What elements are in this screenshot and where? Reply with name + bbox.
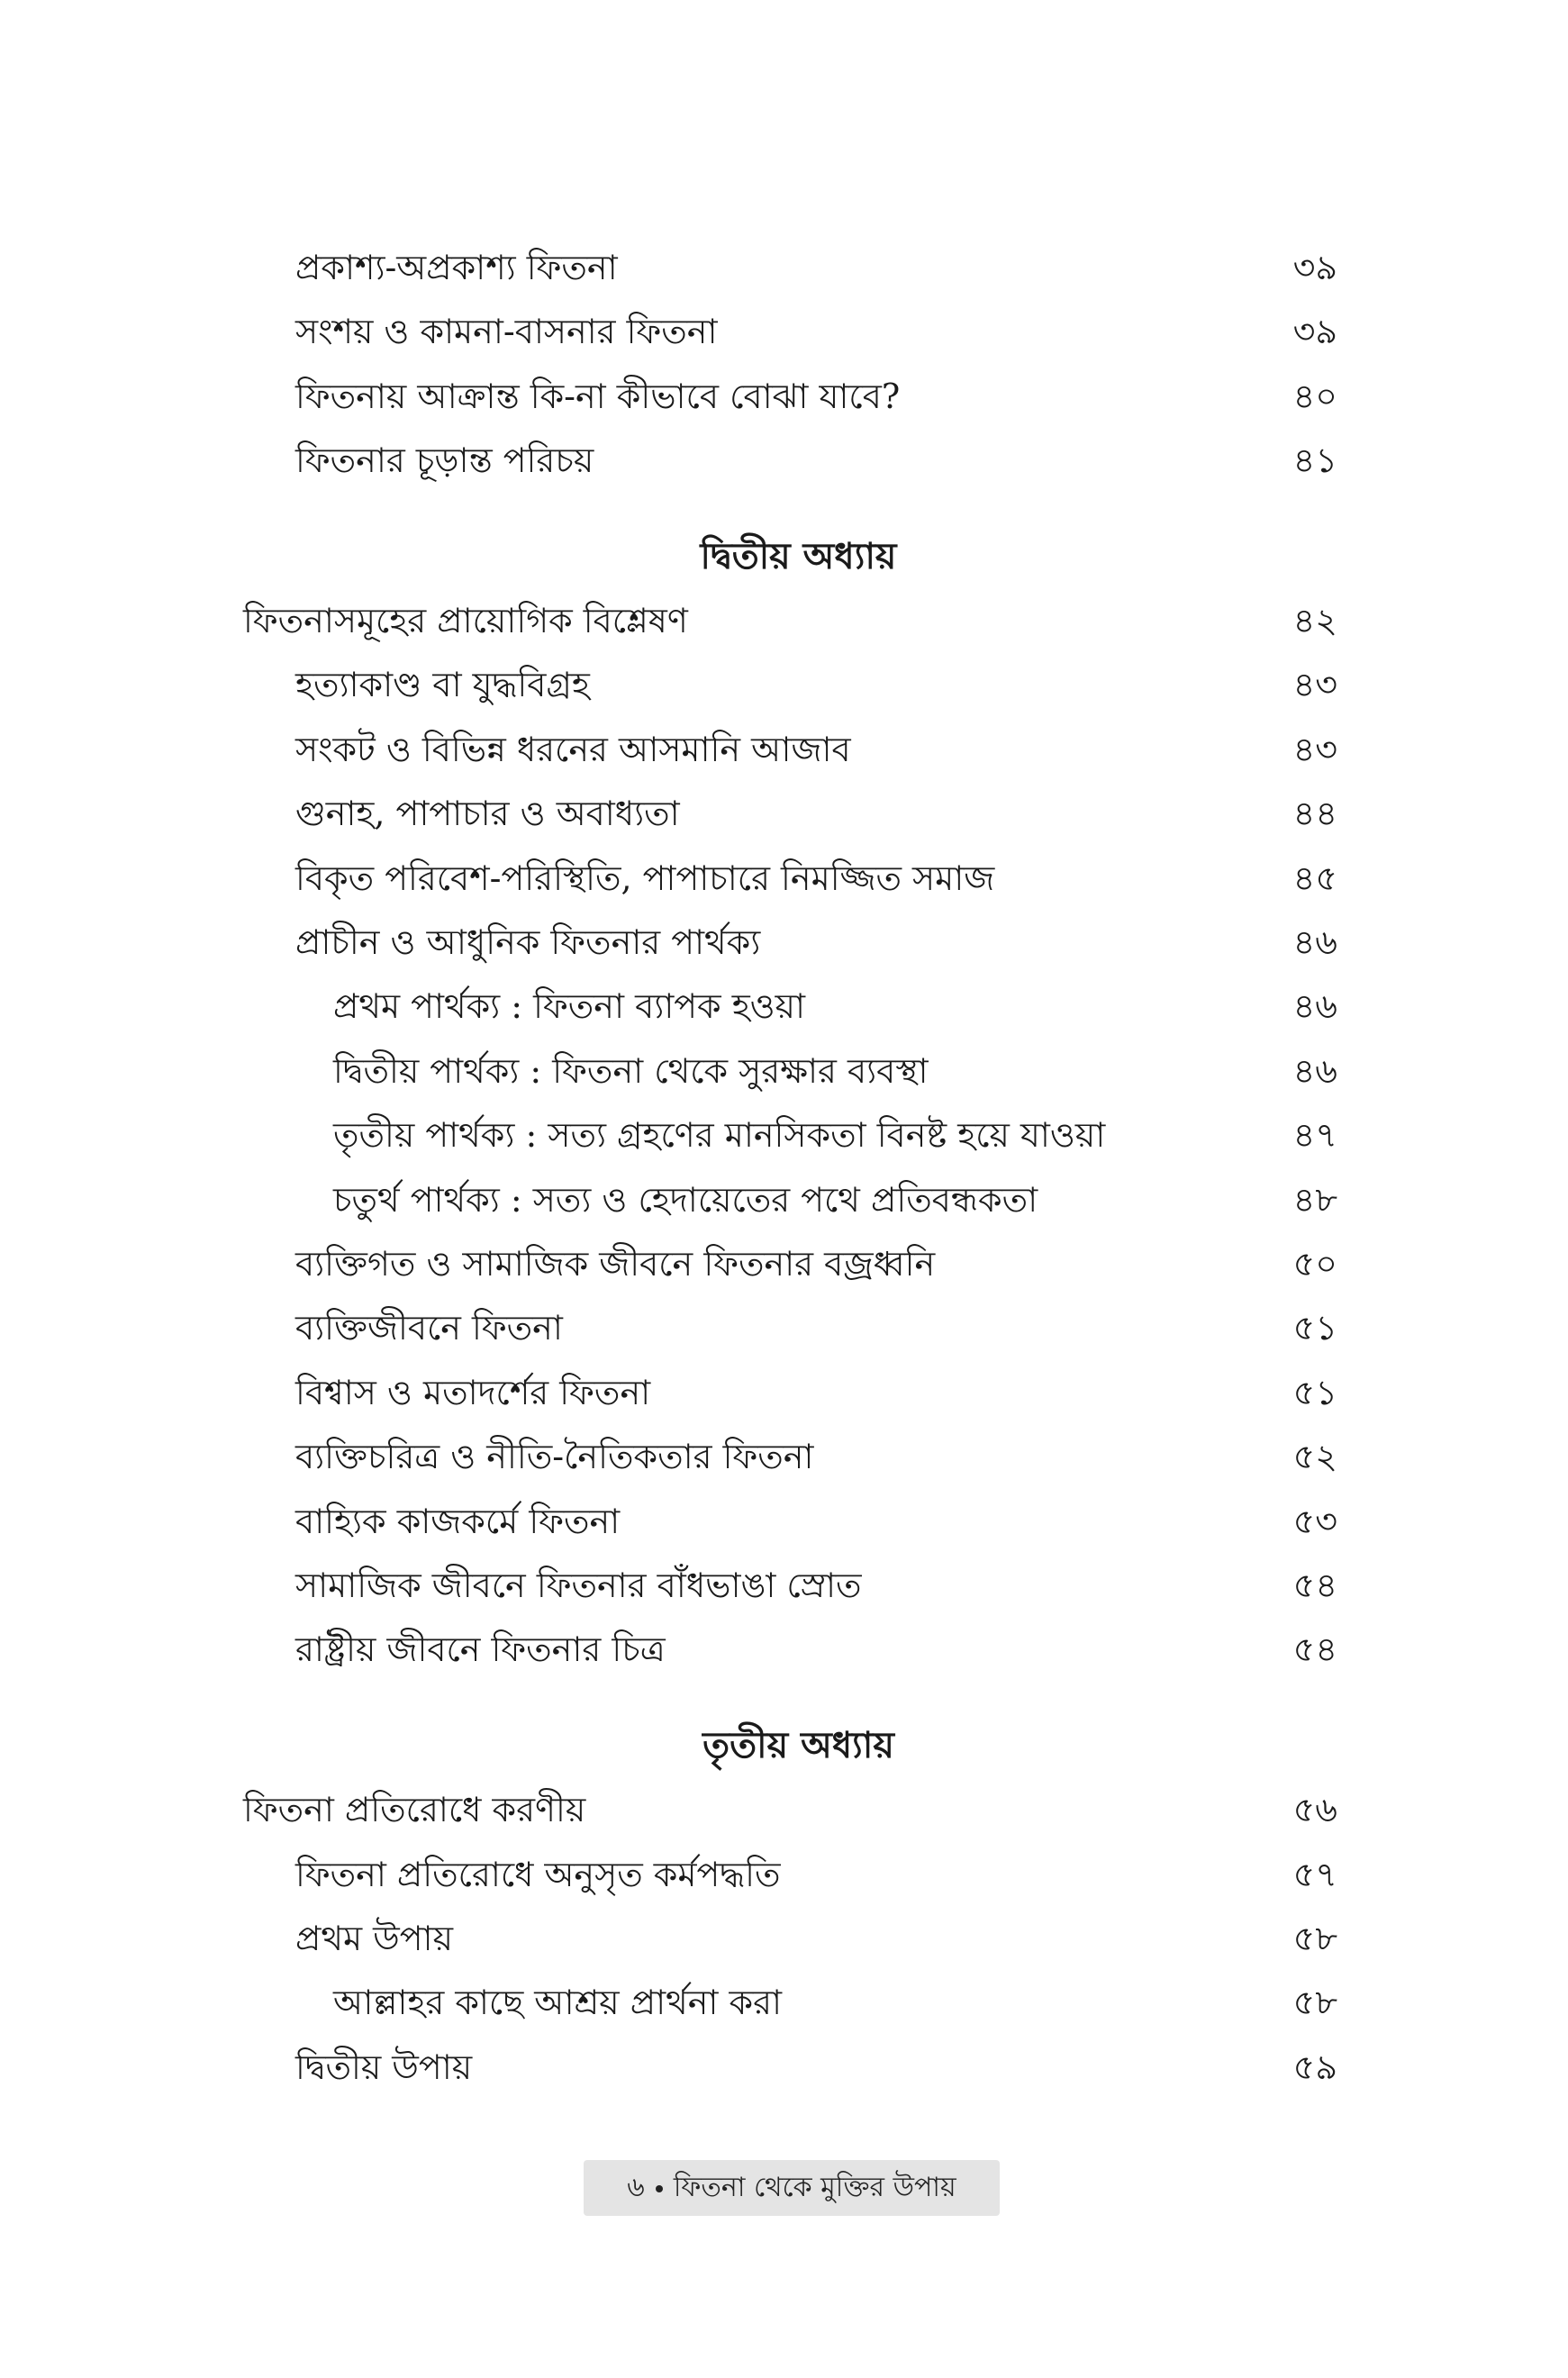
toc-entry-page-number: ৫২	[1292, 1437, 1337, 1477]
toc-entry-page-number: ৪৩	[1292, 729, 1337, 769]
toc-entry-title: ফিতনাসমূহের প্রায়োগিক বিশ্লেষণ	[243, 601, 688, 640]
toc-entry-page-number: ৪৪	[1292, 794, 1337, 834]
toc-entry-page-number: ৫০	[1292, 1244, 1337, 1284]
chapter-3-heading: তৃতীয় অধ্যায়	[702, 1723, 894, 1766]
toc-entry-page-number: ৫৪	[1292, 1629, 1337, 1670]
toc-entry	[295, 913, 1337, 971]
toc-entry-title: প্রথম পার্থক্য : ফিতনা ব্যাপক হওয়া	[333, 986, 806, 1027]
toc-entry	[295, 431, 1337, 489]
toc-entry	[333, 1042, 1337, 1100]
toc-entry	[295, 656, 1337, 713]
toc-entry-title: ফিতনায় আক্রান্ত কি-না কীভাবে বোঝা যাবে?	[295, 376, 901, 416]
toc-entry	[295, 303, 1337, 360]
toc-entry-page-number: ৫৯	[1292, 2047, 1337, 2087]
toc-entry-page-number: ৪৮	[1292, 1179, 1337, 1220]
toc-entry	[295, 721, 1337, 778]
toc-entry-title: বাহ্যিক কাজকর্মে ফিতনা	[295, 1501, 621, 1541]
toc-entry-title: প্রাচীন ও আধুনিক ফিতনার পার্থক্য	[295, 922, 761, 962]
toc-entry	[295, 785, 1337, 842]
toc-entry-title: প্রথম উপায়	[295, 1919, 453, 1958]
toc-entry-title: বিশ্বাস ও মতাদর্শের ফিতনা	[295, 1372, 651, 1412]
toc-entry	[295, 2038, 1337, 2096]
toc-entry-title: গুনাহ, পাপাচার ও অবাধ্যতা	[295, 794, 680, 834]
toc-entry-page-number: ৫৮	[1292, 1919, 1337, 1958]
toc-entry	[295, 1846, 1337, 1903]
toc-entry	[295, 1493, 1337, 1550]
page-footer	[584, 2160, 1000, 2216]
footer-book-title: ফিতনা থেকে মুক্তির উপায়	[673, 2172, 956, 2203]
toc-entry	[295, 239, 1337, 296]
toc-entry-page-number: ৫৪	[1292, 1566, 1337, 1605]
toc-entry-title: ব্যক্তিগত ও সামাজিক জীবনে ফিতনার বজ্রধ্বনি	[295, 1244, 936, 1284]
toc-entry-title: তৃতীয় পার্থক্য : সত্য গ্রহণের মানসিকতা বিনষ্ট হয়ে যাওয়া	[333, 1115, 1106, 1156]
toc-entry	[295, 1910, 1337, 1967]
toc-entry-title: দ্বিতীয় পার্থক্য : ফিতনা থেকে সুরক্ষার ব্যবস্থা	[333, 1050, 929, 1091]
toc-entry-page-number: ৫১	[1292, 1308, 1337, 1348]
toc-entry-page-number: ৪৬	[1292, 986, 1337, 1027]
toc-entry-page-number: ৫৭	[1292, 1854, 1337, 1894]
toc-entry-page-number: ৩৯	[1292, 248, 1337, 287]
toc-entry-page-number: ৪৫	[1292, 858, 1337, 898]
toc-entry-title: ব্যক্তিচরিত্র ও নীতি-নৈতিকতার ফিতনা	[295, 1437, 814, 1477]
toc-entry	[333, 977, 1337, 1035]
toc-entry-title: আল্লাহর কাছে আশ্রয় প্রার্থনা করা	[333, 1983, 782, 2023]
toc-entry-page-number: ৫৮	[1292, 1983, 1337, 2023]
toc-entry	[243, 1781, 1337, 1838]
toc-entry-title: ফিতনা প্রতিরোধে করণীয়	[243, 1790, 586, 1830]
toc-entry-page-number: ৪০	[1292, 376, 1337, 416]
toc-entry-page-number: ৪৭	[1292, 1115, 1337, 1156]
toc-entry-page-number: ৪২	[1292, 601, 1337, 640]
toc-entry-page-number: ৫৩	[1292, 1501, 1337, 1541]
toc-entry	[295, 1557, 1337, 1614]
toc-entry-title: বিকৃত পরিবেশ-পরিস্থিতি, পাপাচারে নিমজ্জিত সমাজ	[295, 858, 995, 898]
toc-entry	[333, 1974, 1337, 2031]
toc-entry-title: রাষ্ট্রীয় জীবনে ফিতনার চিত্র	[295, 1629, 666, 1670]
toc-entry-title: ফিতনা প্রতিরোধে অনুসৃত কর্মপদ্ধতি	[295, 1854, 781, 1894]
toc-entry	[295, 849, 1337, 907]
toc-entry-page-number: ৫১	[1292, 1372, 1337, 1412]
chapter-2-heading: দ্বিতীয় অধ্যায়	[700, 534, 897, 577]
toc-entry-page-number: ৪১	[1292, 440, 1337, 481]
toc-entry-title: প্রকাশ্য-অপ্রকাশ্য ফিতনা	[295, 248, 618, 287]
toc-entry-title: হত্যাকাণ্ড বা যুদ্ধবিগ্রহ	[295, 665, 590, 705]
toc-entry	[295, 1235, 1337, 1293]
toc-entry-page-number: ৪৬	[1292, 922, 1337, 962]
toc-entry	[295, 368, 1337, 425]
toc-entry-page-number: ৫৬	[1292, 1790, 1337, 1830]
toc-entry	[295, 1364, 1337, 1421]
toc-entry	[243, 592, 1337, 649]
toc-entry	[333, 1171, 1337, 1229]
toc-entry-title: সংকট ও বিভিন্ন ধরনের আসমানি আজাব	[295, 729, 851, 769]
toc-entry-page-number: ৪৩	[1292, 665, 1337, 705]
toc-entry-title: সামাজিক জীবনে ফিতনার বাঁধভাঙা স্রোত	[295, 1566, 862, 1605]
toc-entry-title: চতুর্থ পার্থক্য : সত্য ও হেদায়েতের পথে প্রতিবন্ধকতা	[333, 1179, 1038, 1220]
toc-entry	[295, 1428, 1337, 1485]
toc-entry-title: ফিতনার চূড়ান্ত পরিচয়	[295, 440, 594, 481]
toc-entry	[295, 1620, 1337, 1678]
toc-entry-title: ব্যক্তিজীবনে ফিতনা	[295, 1308, 563, 1348]
toc-entry	[333, 1106, 1337, 1164]
footer-page-number: ৬	[627, 2172, 645, 2203]
toc-entry-page-number: ৩৯	[1292, 312, 1337, 352]
toc-entry-page-number: ৪৬	[1292, 1050, 1337, 1091]
toc-entry-title: সংশয় ও কামনা-বাসনার ফিতনা	[295, 312, 718, 352]
bullet-icon	[656, 2185, 663, 2192]
toc-entry	[295, 1299, 1337, 1357]
toc-entry-title: দ্বিতীয় উপায়	[295, 2047, 473, 2087]
